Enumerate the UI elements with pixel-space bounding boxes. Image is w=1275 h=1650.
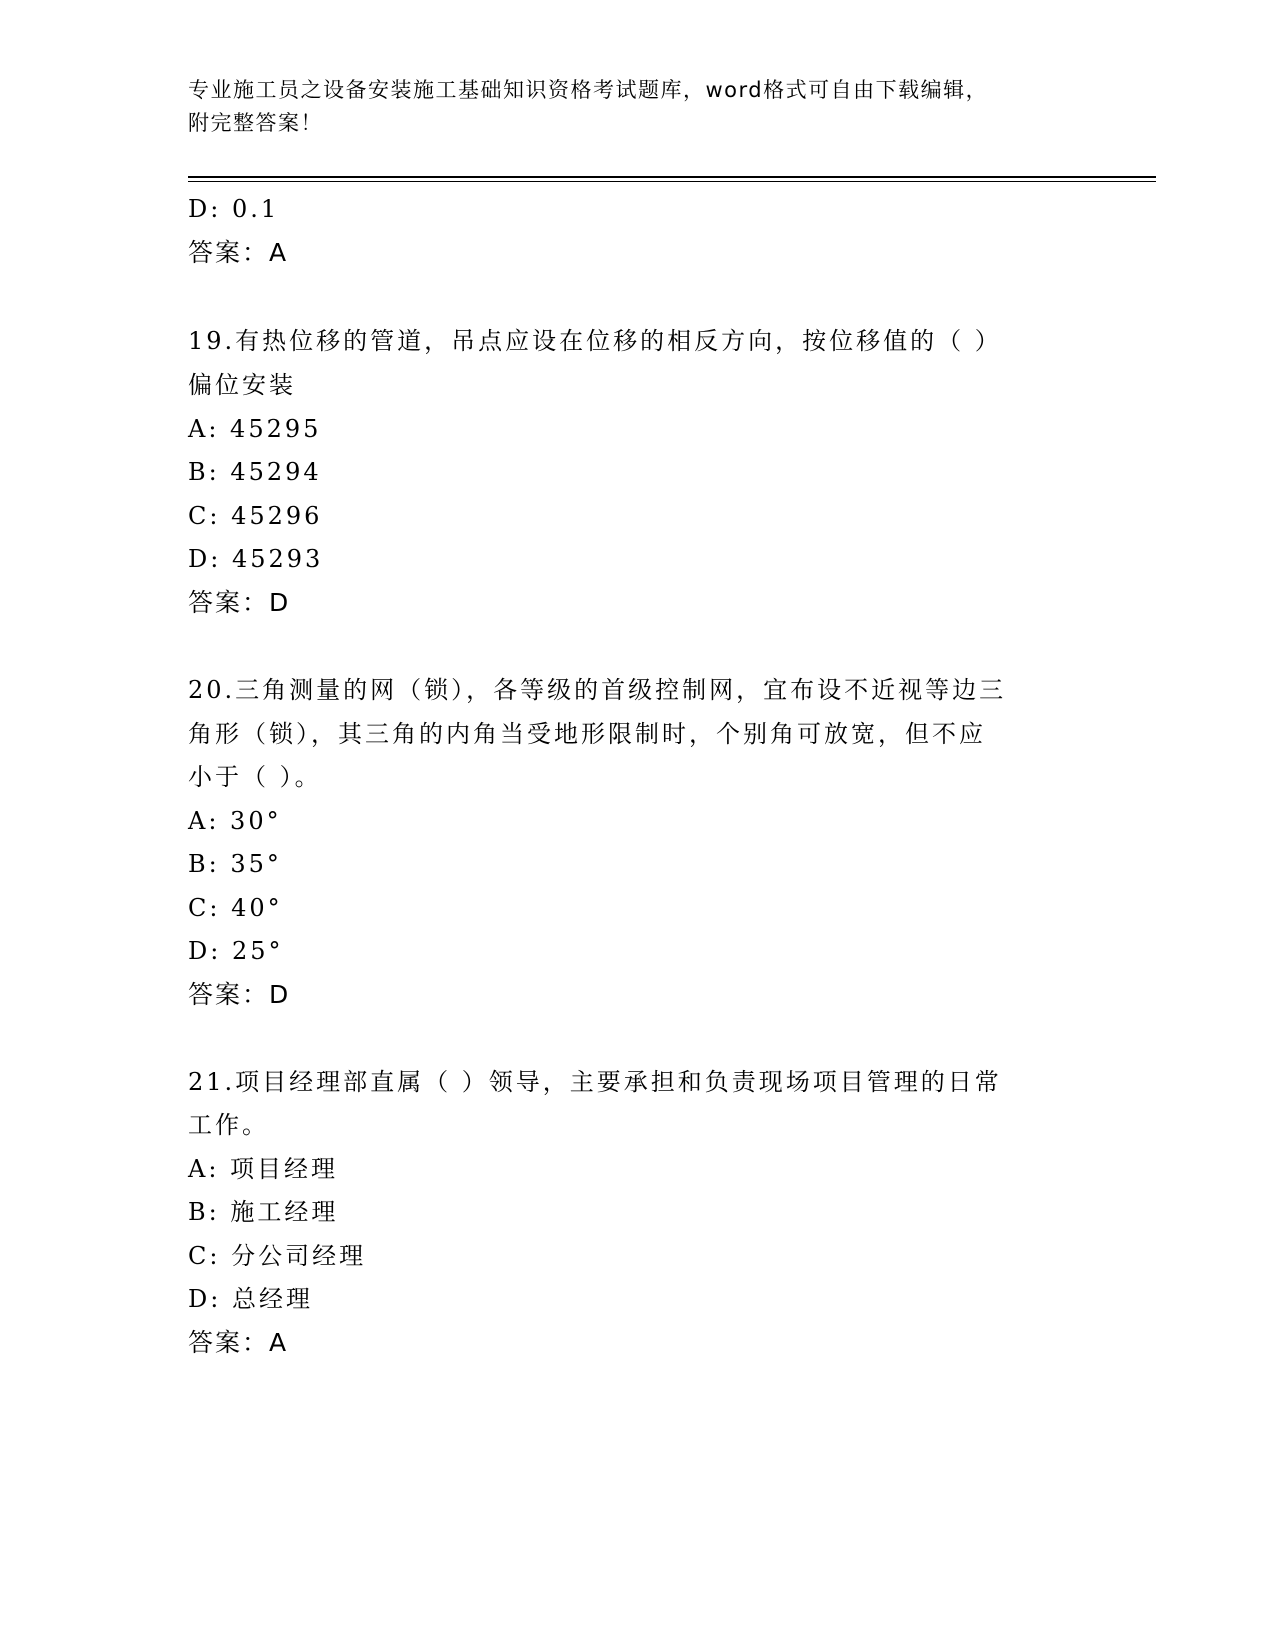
document-header	[188, 74, 1088, 140]
q20-answer: 答案：D	[188, 980, 291, 1009]
q21-text-line-1: 21.项目经理部直属（ ）领导，主要承担和负责现场项目管理的日常	[188, 1068, 1002, 1096]
q19-text-line-1: 19.有热位移的管道，吊点应设在位移的相反方向，按位移值的（ ）	[188, 327, 1002, 355]
q21-option-c: C: 分公司经理	[188, 1242, 367, 1270]
prev-answer: 答案：A	[188, 238, 289, 267]
prev-option-d: D: 0.1	[188, 195, 280, 223]
q20-option-b: B: 35°	[188, 850, 282, 878]
q20-text-line-1: 20.三角测量的网（锁），各等级的首级控制网，宜布设不近视等边三	[188, 676, 1007, 704]
q21-option-a: A: 项目经理	[188, 1155, 339, 1183]
q19-option-c: C: 45296	[188, 502, 323, 530]
q19-option-d: D: 45293	[188, 545, 324, 573]
q19-option-a: A: 45295	[188, 415, 322, 443]
q20-option-d: D: 25°	[188, 937, 284, 965]
header-title-line-1: 专业施工员之设备安装施工基础知识资格考试题库，word格式可自由下载编辑，	[188, 78, 989, 102]
q20-text-line-3: 小于（ ）。	[188, 763, 322, 791]
q19-option-b: B: 45294	[188, 458, 322, 486]
header-divider-thick	[188, 176, 1156, 178]
q19-text-line-2: 偏位安装	[188, 371, 296, 399]
q20-option-a: A: 30°	[188, 807, 282, 835]
q21-option-d: D: 总经理	[188, 1285, 313, 1313]
q21-text-line-2: 工作。	[188, 1111, 269, 1139]
q20-option-c: C: 40°	[188, 894, 283, 922]
header-title-line-2: 附完整答案！	[188, 111, 323, 135]
q21-answer: 答案：A	[188, 1328, 289, 1357]
header-divider-thin	[188, 181, 1156, 182]
q21-option-b: B: 施工经理	[188, 1198, 339, 1226]
q20-text-line-2: 角形（锁），其三角的内角当受地形限制时，个别角可放宽，但不应	[188, 720, 986, 748]
q19-answer: 答案：D	[188, 588, 291, 617]
